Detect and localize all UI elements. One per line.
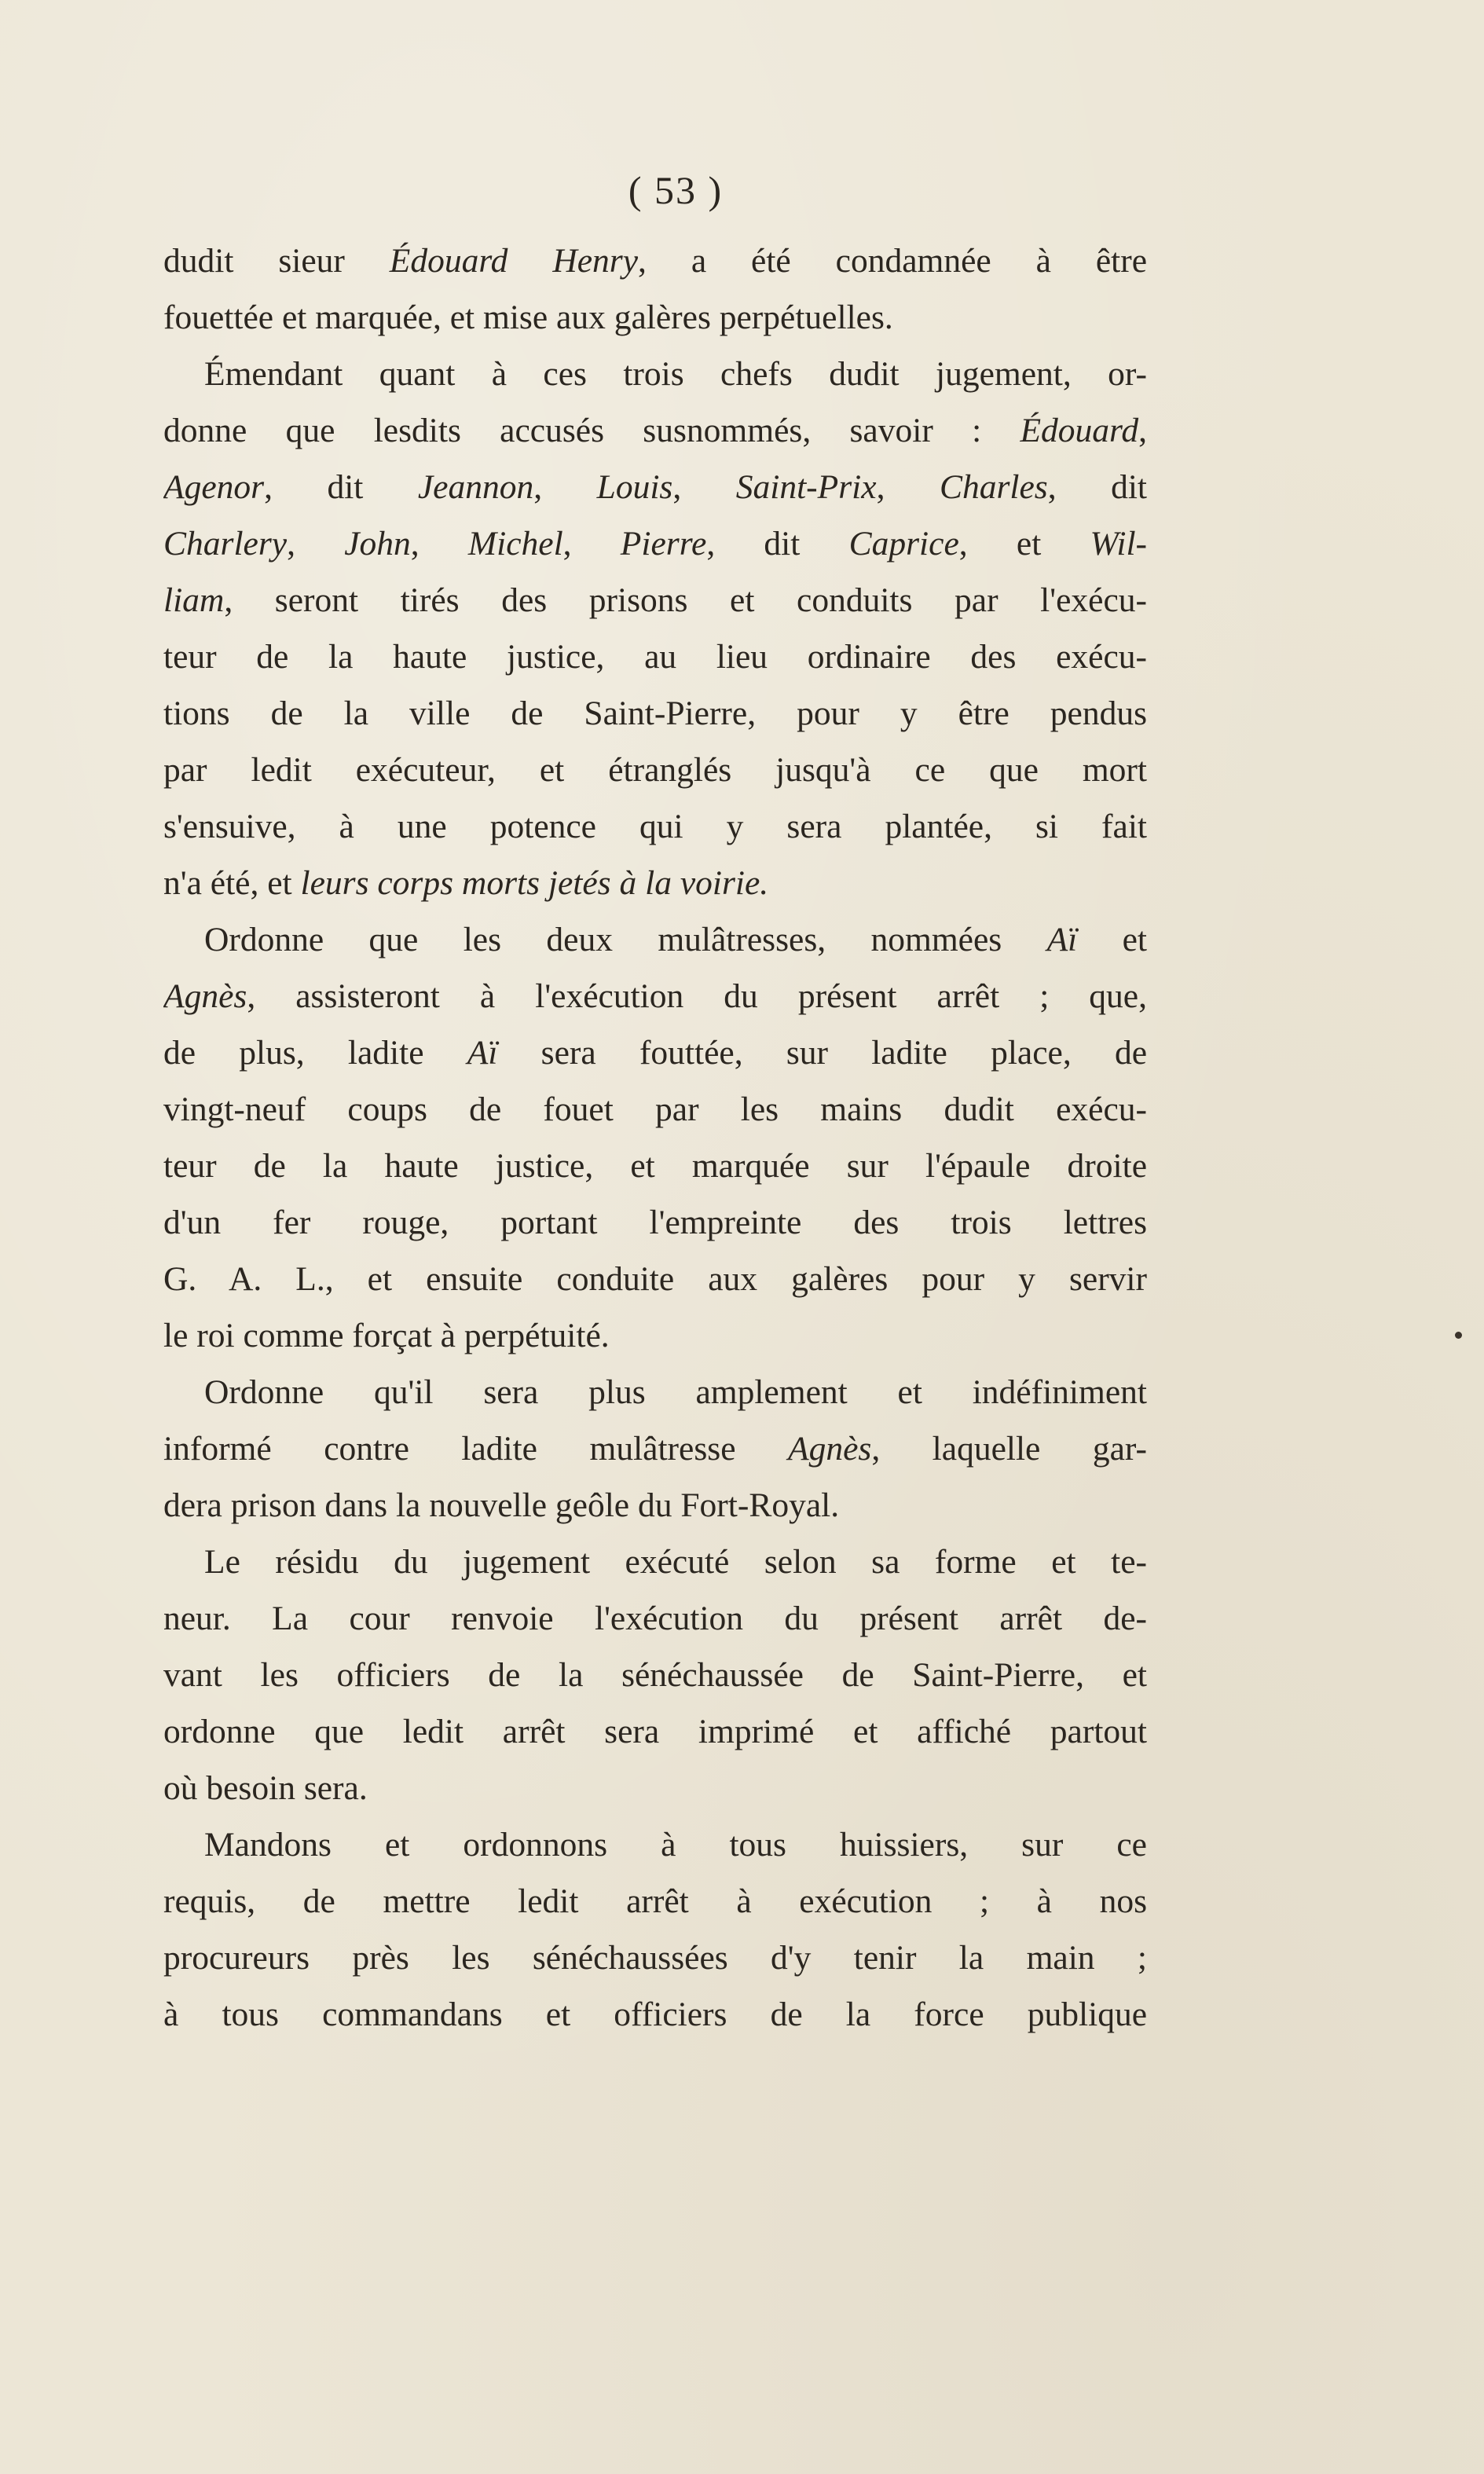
text-line bbox=[163, 742, 1147, 798]
text-run: , bbox=[562, 525, 621, 563]
text-run: à tous commandans et officiers de la force publique bbox=[163, 1996, 1147, 2033]
italic-text: Michel bbox=[467, 525, 563, 563]
text-run: Mandons et ordonnons à tous huissiers, sur ce bbox=[204, 1826, 1147, 1864]
paragraph bbox=[163, 346, 1147, 911]
text-run: le roi comme forçat à perpétuité. bbox=[163, 1317, 610, 1354]
text-line bbox=[163, 1364, 1147, 1420]
paragraph bbox=[163, 233, 1147, 346]
text-line bbox=[163, 685, 1147, 742]
text-run: d'un fer rouge, portant l'empreinte des trois lettres bbox=[163, 1204, 1147, 1241]
text-run: Le résidu du jugement exécuté selon sa forme et te- bbox=[204, 1543, 1147, 1581]
text-run: , bbox=[410, 525, 468, 563]
text-run: , laquelle gar- bbox=[871, 1430, 1147, 1468]
text-line bbox=[163, 798, 1147, 855]
text-line bbox=[163, 1138, 1147, 1194]
text-line bbox=[163, 572, 1147, 629]
italic-text: Louis bbox=[596, 468, 673, 506]
body-text bbox=[163, 233, 1147, 2043]
text-line bbox=[163, 1930, 1147, 1986]
text-run: , seront tirés des prisons et conduits par l'exécu- bbox=[224, 581, 1147, 619]
text-line bbox=[163, 911, 1147, 968]
text-run: et bbox=[1077, 921, 1147, 958]
text-line bbox=[163, 402, 1147, 459]
text-run: , dit bbox=[1047, 468, 1147, 506]
text-line bbox=[163, 629, 1147, 685]
text-run: , dit bbox=[706, 525, 849, 563]
paragraph bbox=[163, 1534, 1147, 1816]
text-run: , bbox=[287, 525, 345, 563]
text-run: fouettée et marquée, et mise aux galères perpétuelles. bbox=[163, 299, 893, 336]
text-run: , bbox=[672, 468, 736, 506]
text-run: n'a été, et bbox=[163, 864, 301, 902]
text-run: s'ensuive, à une potence qui y sera plantée, si fait bbox=[163, 808, 1147, 845]
text-run: dera prison dans la nouvelle geôle du Fort-Royal. bbox=[163, 1486, 840, 1524]
paragraph bbox=[163, 1816, 1147, 2043]
text-line bbox=[163, 1307, 1147, 1364]
italic-text: Caprice bbox=[848, 525, 959, 563]
text-run: informé contre ladite mulâtresse bbox=[163, 1430, 788, 1468]
italic-text: Saint-Prix bbox=[735, 468, 877, 506]
italic-text: Agnès bbox=[788, 1430, 872, 1468]
text-run: par ledit exécuteur, et étranglés jusqu'à ce que mort bbox=[163, 751, 1147, 789]
text-line bbox=[163, 1703, 1147, 1760]
text-run: neur. La cour renvoie l'exécution du présent arrêt de- bbox=[163, 1600, 1147, 1637]
text-run: , bbox=[533, 468, 597, 506]
text-run: Ordonne qu'il sera plus amplement et indéfiniment bbox=[204, 1373, 1147, 1411]
text-line bbox=[163, 1760, 1147, 1816]
italic-text: John bbox=[344, 525, 411, 563]
text-line bbox=[163, 289, 1147, 346]
text-line bbox=[163, 1816, 1147, 1873]
italic-text: Charles bbox=[939, 468, 1048, 506]
italic-text: Charlery bbox=[163, 525, 288, 563]
text-line bbox=[163, 1534, 1147, 1590]
paragraph bbox=[163, 911, 1147, 1364]
text-line bbox=[163, 459, 1147, 515]
text-run: , bbox=[876, 468, 940, 506]
text-line bbox=[163, 346, 1147, 402]
text-run: , bbox=[1138, 412, 1147, 449]
text-line bbox=[163, 1477, 1147, 1534]
text-run: procureurs près les sénéchaussées d'y tenir la main ; bbox=[163, 1939, 1147, 1977]
text-run: requis, de mettre ledit arrêt à exécution ; à nos bbox=[163, 1882, 1147, 1920]
text-run: où besoin sera. bbox=[163, 1769, 368, 1807]
text-line bbox=[163, 1024, 1147, 1081]
text-line bbox=[163, 1081, 1147, 1138]
text-run: tions de la ville de Saint-Pierre, pour y être pendus bbox=[163, 695, 1147, 732]
text-run: vingt-neuf coups de fouet par les mains dudit exécu- bbox=[163, 1090, 1147, 1128]
text-run: ordonne que ledit arrêt sera imprimé et affiché partout bbox=[163, 1713, 1147, 1750]
text-line bbox=[163, 1986, 1147, 2043]
text-run: teur de la haute justice, et marquée sur l'épaule droite bbox=[163, 1147, 1147, 1185]
italic-text: Aï bbox=[467, 1034, 498, 1072]
page-number: ( 53 ) bbox=[628, 168, 724, 212]
text-run: Émendant quant à ces trois chefs dudit jugement, or- bbox=[204, 355, 1147, 393]
text-run: G. A. L., et ensuite conduite aux galères pour y servir bbox=[163, 1260, 1147, 1298]
italic-text: Agnès bbox=[163, 977, 247, 1015]
italic-text: Jeannon bbox=[417, 468, 534, 506]
text-run: dudit sieur bbox=[163, 242, 390, 280]
italic-text: Pierre bbox=[620, 525, 707, 563]
italic-text: Édouard bbox=[1020, 412, 1139, 449]
italic-text: Aï bbox=[1046, 921, 1078, 958]
italic-text: Agenor bbox=[163, 468, 265, 506]
text-run: , a été condamnée à être bbox=[638, 242, 1147, 280]
text-line bbox=[163, 1251, 1147, 1307]
text-line bbox=[163, 1873, 1147, 1930]
text-run: teur de la haute justice, au lieu ordinaire des exécu- bbox=[163, 638, 1147, 676]
text-run: , et bbox=[958, 525, 1090, 563]
italic-text: Wil- bbox=[1090, 525, 1147, 563]
paragraph bbox=[163, 1364, 1147, 1534]
text-run: vant les officiers de la sénéchaussée de Saint-Pierre, et bbox=[163, 1656, 1147, 1694]
italic-text: liam bbox=[163, 581, 225, 619]
text-run: Ordonne que les deux mulâtresses, nommées bbox=[204, 921, 1047, 958]
text-line bbox=[163, 515, 1147, 572]
text-line bbox=[163, 1590, 1147, 1647]
italic-text: Édouard Henry bbox=[389, 242, 639, 280]
text-run: sera fouttée, sur ladite place, de bbox=[497, 1034, 1147, 1072]
text-run: de plus, ladite bbox=[163, 1034, 467, 1072]
text-line bbox=[163, 233, 1147, 289]
italic-text: leurs corps morts jetés à la voirie. bbox=[300, 864, 769, 902]
text-line bbox=[163, 1420, 1147, 1477]
text-run: , dit bbox=[264, 468, 418, 506]
text-line bbox=[163, 1647, 1147, 1703]
text-line bbox=[163, 968, 1147, 1024]
text-line bbox=[163, 855, 1147, 911]
text-line bbox=[163, 1194, 1147, 1251]
paper-speck bbox=[1455, 1332, 1462, 1339]
text-run: donne que lesdits accusés susnommés, savoir : bbox=[163, 412, 1020, 449]
text-run: , assisteront à l'exécution du présent arrêt ; que, bbox=[247, 977, 1147, 1015]
